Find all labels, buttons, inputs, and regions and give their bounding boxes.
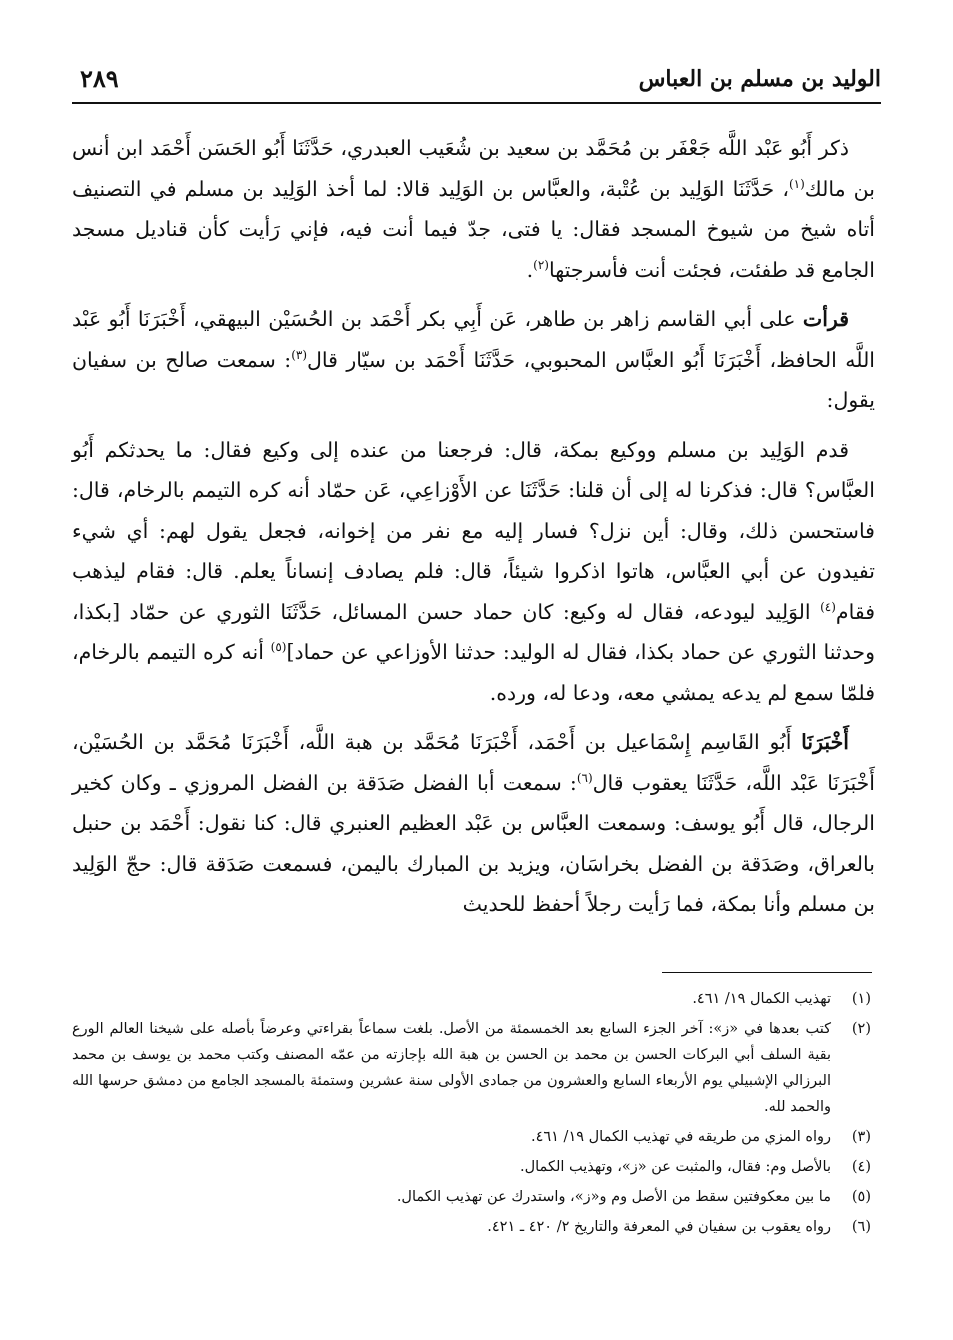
text-run: على أبي القاسم زاهر بن طاهر، عَن أَبِي بكر أَحْمَد بن الحُسَيْن البيهقي، أَخْبَرَنَا أَبُو عَبْد اللَّه الحافظ، أَخْبَرَنَا أَبُو العبَّاس المحبوبي، حَدَّثَنَا أَحْمَد بن سيّار قال <box>72 307 876 372</box>
text-run: ، حَدَّثَنَا الوَلِيد بن عُتْبة، والعبَّاس بن الوَلِيد قالا: لما أخذ الوَلِيد بن مسلم في التصنيف أتاه شيخ من شيوخ المسجد فقال: يا فتى، جدّ فيما أنت فيه، فإني رَأيت كأن قناديل مسجد الجامع قد طفئت، فجئت أنت فأسرجتها <box>72 176 875 282</box>
footnotes <box>72 986 871 1244</box>
footnote-text: رواه يعقوب بن سفيان في المعرفة والتاريخ ٢/ ٤٢٠ ـ ٤٢١. <box>487 1219 831 1235</box>
text-run: أنه كره التيمم بالرخام، فلمّا سمع لم يدعه يمشي معه، ودعا له، ورده. <box>72 640 875 705</box>
footnote-text: رواه المزي من طريقه في تهذيب الكمال ١٩/ ٤٦١. <box>530 1129 831 1145</box>
paragraph-1 <box>72 128 875 290</box>
footnote-6 <box>72 1214 871 1240</box>
page-number: ٢٨٩ <box>80 64 119 93</box>
footnote-number: (٤) <box>851 1159 871 1175</box>
footnote-number: (٣) <box>851 1129 871 1145</box>
text-run: أَبُو القَاسِم إِسْمَاعيل بن أَحْمَد، أَخْبَرَنَا مُحَمَّد بن هبة اللَّه، أَخْبَرَنَا مُحَمَّد بن الحُسَيْن، أَخْبَرَنَا عَبْد اللَّه، حَدَّثَنَا يعقوب قال <box>72 730 876 795</box>
footnote-number: (١) <box>851 991 871 1007</box>
paragraph-3 <box>72 430 875 714</box>
text-run: ذكر أَبُو عَبْد اللَّه جَعْفَر بن مُحَمَّد بن سعيد بن شُعَيب العبدري، حَدَّثَنَا أَبُو الحَسَن أَحْمَد ابن أنس بن مالك <box>72 136 875 201</box>
footnote-ref-1: (١) <box>788 176 805 191</box>
footnote-text: تهذيب الكمال ١٩/ ٤٦١. <box>692 991 831 1007</box>
footnote-ref-3: (٣) <box>291 347 308 362</box>
footnote-text: ما بين معكوفتين سقط من الأصل وم و«ز»، واستدرك عن تهذيب الكمال. <box>396 1189 831 1205</box>
footnote-2 <box>72 1016 871 1120</box>
footnote-divider <box>662 972 872 973</box>
footnote-5 <box>72 1184 871 1210</box>
running-title: الوليد بن مسلم بن العباس <box>638 66 881 92</box>
page-header <box>72 62 881 104</box>
text-run: : سمعت صالح بن سفيان يقول: <box>72 347 875 412</box>
paragraph-2 <box>72 299 875 421</box>
footnote-3 <box>72 1124 871 1150</box>
footnote-number: (٥) <box>851 1189 871 1205</box>
footnote-ref-6: (٦) <box>576 770 593 785</box>
paragraph-lead-word: قرأت <box>802 307 849 331</box>
text-run: قدم الوَلِيد بن مسلم ووكيع بمكة، قال: فرجعنا من عنده إلى وكيع فقال: ما يحدثكم أَبُو العبَّاس؟ قال: فذكرنا له إلى أن قلنا: حَدَّثَنَا عن الأَوْزاعِي، عَن حمّاد أنه كره التيمم بالرخام، قال: فاستحسن ذلك، وقال: أين نزل؟ فسار إليه مع نفر من إخوانه، فجعل يقول لهم: أي شيء تفيدون عن أبي العبَّاس، هاتوا اذكروا شيئاً، قال: فلم يصادف إنساناً يعلم. قال: فقام ليذهب فقام <box>72 437 875 624</box>
paragraph-lead-word: أَخْبَرَنَا <box>801 730 849 754</box>
footnote-1 <box>72 986 871 1012</box>
footnote-ref-5: (٥) <box>270 640 287 655</box>
text-run: الوَلِيد ليودعه، فقال له وكيع: كان حماد حسن المسائل، حَدَّثَنَا الثوري عن حمّاد [بكذا، وحدثنا الثوري عن حماد بكذا، فقال له الوليد: حدثنا الأوزاعي عن حماد] <box>72 599 875 664</box>
paragraph-4 <box>72 722 875 925</box>
footnote-number: (٦) <box>851 1219 871 1235</box>
footnote-text: كتب بعدها في «ز»: آخر الجزء السابع بعد الخمسمئة من الأصل. بلغت سماعاً بقراءتي وعرضاً بأصله على شيخنا العالم الورع بقية السلف أبي البركات الحسن بن محمد بن الحسن بن هبة الله بإجازته من عمّه المصنف وكتب محمد بن يوسف بن محمد البرزالي الإشبيلي يوم الأربعاء السابع والعشرون من جمادى الأولى سنة عشرين وستمئة بالمسجد الجامع من دمشق حرسها الله والحمد لله. <box>72 1021 831 1115</box>
footnote-ref-4: (٤) <box>820 599 836 614</box>
footnote-text: بالأصل وم: فقال، والمثبت عن «ز»، وتهذيب الكمال. <box>520 1159 831 1175</box>
main-text <box>72 128 875 934</box>
text-run: : سمعت أبا الفضل صَدَقة بن الفضل المروزي ـ وكان كخير الرجال، قال أَبُو يوسف: وسمعت العبَّاس بن عَبْد العظيم العنبري قال: كنا نقول: أَحْمَد بن حنبل بالعراق، وصَدَقة بن الفضل بخراسَان، ويزيد بن المبارك باليمن، فسمعت صَدَقة قال: حجّ الوَلِيد بن مسلم وأنا بمكة، فما رَأيت رجلاً أحفظ للحديث <box>72 770 875 916</box>
text-run: . <box>526 257 534 282</box>
footnote-ref-2: (٢) <box>533 257 549 272</box>
footnote-4 <box>72 1154 871 1180</box>
footnote-number: (٢) <box>851 1021 871 1037</box>
